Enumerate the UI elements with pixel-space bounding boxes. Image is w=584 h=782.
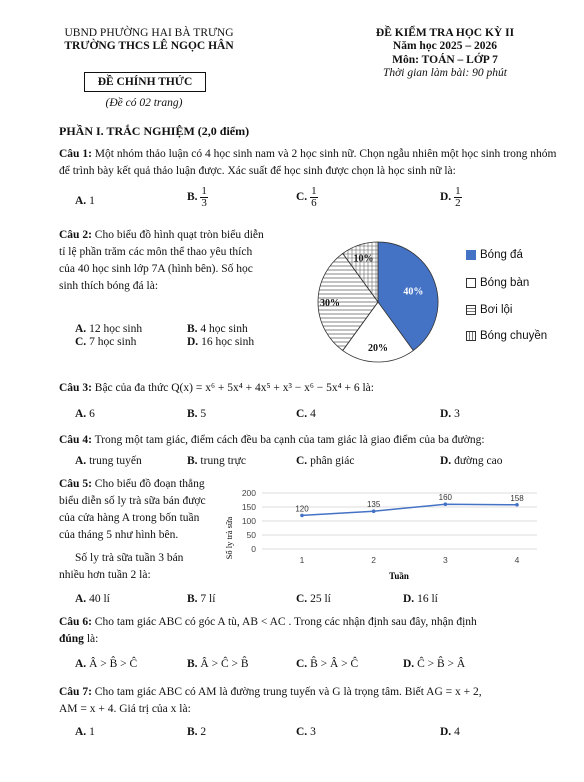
page-count: (Đề có 02 trang) xyxy=(105,97,183,109)
q2-line1: Cho biểu đồ hình quạt tròn biểu diễn xyxy=(91,229,264,241)
x-tick-label: 4 xyxy=(514,555,520,565)
q2-option-c[interactable]: C. 7 học sinh xyxy=(75,336,137,348)
legend-swatch xyxy=(466,331,476,341)
q4-label: Câu 4: xyxy=(59,434,92,446)
legend-boi-loi xyxy=(466,304,512,316)
q4-option-c[interactable]: C. phân giác xyxy=(296,455,355,467)
line-chart-xlabel: Tuần xyxy=(389,571,409,581)
q1-c-fraction: $\frac{1}{6}$ xyxy=(311,185,317,209)
q7-option-a[interactable]: A. 1 xyxy=(75,726,95,738)
q5-line4: của tháng 5 như hình bên. xyxy=(59,529,179,541)
legend-bong-da xyxy=(466,249,523,261)
y-tick-label: 150 xyxy=(241,502,256,512)
q6-text: Cho tam giác ABC có góc A tù, AB < AC . Trong các nhận định sau đây, nhận định xyxy=(91,616,477,628)
q6-label: Câu 6: xyxy=(59,616,92,628)
question-1 xyxy=(59,146,559,180)
legend-bong-ban xyxy=(466,277,529,289)
x-tick-label: 1 xyxy=(299,555,305,565)
question-7 xyxy=(59,684,559,718)
school-name: TRƯỜNG THCS LÊ NGỌC HÂN xyxy=(64,40,234,52)
data-point xyxy=(444,502,448,506)
legend-bong-chuyen xyxy=(466,330,547,342)
question-3 xyxy=(59,380,559,397)
q2-option-d[interactable]: D. 16 học sinh xyxy=(187,336,255,348)
q5-option-b[interactable]: B. 7 lí xyxy=(187,593,216,605)
question-6 xyxy=(59,614,559,648)
question-5 xyxy=(59,476,229,584)
q6-emphasis: đúng xyxy=(59,633,84,645)
line-chart xyxy=(222,483,552,583)
ward-name: UBND PHƯỜNG HAI BÀ TRƯNG xyxy=(64,27,234,39)
q5-line1: Cho biểu đồ đoạn thẳng xyxy=(91,478,205,490)
q7-option-b[interactable]: B. 2 xyxy=(187,726,207,738)
data-point xyxy=(372,509,376,513)
school-year: Năm học 2025 – 2026 xyxy=(392,40,498,52)
q7-label: Câu 7: xyxy=(59,686,92,698)
legend-swatch xyxy=(466,250,476,260)
x-tick-label: 2 xyxy=(371,555,377,565)
q2-line2: tỉ lệ phần trăm các môn thể thao yêu thích xyxy=(59,246,253,258)
pie-data-label: 20% xyxy=(368,343,388,354)
q6-option-b[interactable]: B. Â > Ĉ > B̂ xyxy=(187,658,249,670)
y-tick-label: 100 xyxy=(241,516,256,526)
line-chart-ylabel: Số ly trà sữa xyxy=(224,516,234,560)
q5-line5: Số ly trà sữa tuần 3 bán xyxy=(75,552,184,564)
q2-line3: của 40 học sinh lớp 7A (hình bên). Số học xyxy=(59,263,253,275)
q3-label: Câu 3: xyxy=(59,382,92,394)
q6-text-end: là: xyxy=(83,633,99,645)
question-2 xyxy=(59,227,289,295)
q1-b-fraction: $\frac{1}{3}$ xyxy=(201,185,207,209)
q3-text: Bậc của đa thức Q(x) = x⁶ + 5x⁴ + 4x⁵ + x³ − x⁶ − 5x⁴ + 6 là: xyxy=(91,382,374,394)
q5-option-a[interactable]: A. 40 lí xyxy=(75,593,110,605)
legend-label: Bóng chuyền xyxy=(480,330,548,342)
q3-option-d[interactable]: D. 3 xyxy=(440,408,460,420)
subject: Môn: TOÁN – LỚP 7 xyxy=(392,54,498,66)
q7-text2: AM = x + 4. Giá trị của x là: xyxy=(59,703,191,715)
q1-option-b[interactable]: B. $\frac{1}{3}$ xyxy=(187,185,207,209)
data-label: 120 xyxy=(295,504,309,514)
q5-option-d[interactable]: D. 16 lí xyxy=(403,593,438,605)
q2-label: Câu 2: xyxy=(59,229,92,241)
q2-option-a[interactable]: A. 12 học sinh xyxy=(75,323,143,335)
y-tick-label: 0 xyxy=(251,544,256,554)
q4-option-d[interactable]: D. đường cao xyxy=(440,455,503,467)
q5-line2: biểu diễn số ly trà sữa bán được xyxy=(59,495,206,507)
pie-chart xyxy=(310,240,570,365)
q5-line6: nhiều hơn tuần 2 là: xyxy=(59,569,151,581)
data-point xyxy=(515,503,519,507)
q4-option-a[interactable]: A. trung tuyến xyxy=(75,455,142,467)
q3-option-a[interactable]: A. 6 xyxy=(75,408,95,420)
legend-label: Bóng bàn xyxy=(480,277,530,289)
q1-option-c[interactable]: C. $\frac{1}{6}$ xyxy=(296,185,317,209)
q7-option-c[interactable]: C. 3 xyxy=(296,726,316,738)
official-box: ĐỀ CHÍNH THỨC xyxy=(84,72,206,92)
q6-option-a[interactable]: A. Â > B̂ > Ĉ xyxy=(75,658,138,670)
q1-option-d[interactable]: D. $\frac{1}{2}$ xyxy=(440,185,461,209)
legend-swatch xyxy=(466,278,476,288)
q7-option-d[interactable]: D. 4 xyxy=(440,726,460,738)
series-line xyxy=(302,504,517,515)
q4-text: Trong một tam giác, điểm cách đều ba cạnh của tam giác là giao điểm của ba đường: xyxy=(91,434,485,446)
x-tick-label: 3 xyxy=(442,555,448,565)
data-label: 158 xyxy=(510,493,524,503)
y-tick-label: 200 xyxy=(241,488,256,498)
legend-label: Bóng đá xyxy=(480,249,523,261)
data-label: 135 xyxy=(366,500,381,510)
q6-option-d[interactable]: D. Ĉ > B̂ > Â xyxy=(403,658,466,670)
duration: Thời gian làm bài: 90 phút xyxy=(382,67,508,79)
q6-option-c[interactable]: C. B̂ > Â > Ĉ xyxy=(296,658,359,670)
q5-option-c[interactable]: C. 25 lí xyxy=(296,593,331,605)
q2-line4: sinh thích bóng đá là: xyxy=(59,280,159,292)
data-label: 160 xyxy=(438,493,453,503)
pie-data-label: 30% xyxy=(320,298,340,309)
q3-option-b[interactable]: B. 5 xyxy=(187,408,207,420)
q3-option-c[interactable]: C. 4 xyxy=(296,408,316,420)
y-tick-label: 50 xyxy=(246,530,256,540)
q7-text: Cho tam giác ABC có AM là đường trung tuyến và G là trọng tâm. Biết AG = x + 2, xyxy=(91,686,482,698)
q5-label: Câu 5: xyxy=(59,478,92,490)
q5-line3: của cửa hàng A trong bốn tuần xyxy=(59,512,200,524)
q1-option-a[interactable]: A. 1 xyxy=(75,195,95,207)
q2-option-b[interactable]: B. 4 học sinh xyxy=(187,323,248,335)
question-4 xyxy=(59,432,559,449)
legend-swatch xyxy=(466,305,476,315)
pie-data-label: 40% xyxy=(403,286,424,298)
legend-label: Bơi lội xyxy=(480,304,513,316)
q1-label: Câu 1: xyxy=(59,148,92,160)
q1-d-fraction: $\frac{1}{2}$ xyxy=(455,185,461,209)
data-point xyxy=(300,514,304,518)
section-title: PHẦN I. TRẮC NGHIỆM (2,0 điểm) xyxy=(59,124,250,138)
q4-option-b[interactable]: B. trung trực xyxy=(187,455,246,467)
exam-title: ĐỀ KIỂM TRA HỌC KỲ II xyxy=(375,27,515,39)
pie-data-label: 10% xyxy=(353,253,374,265)
q1-text: Một nhóm thảo luận có 4 học sinh nam và 2 học sinh nữ. Chọn ngẫu nhiên một học sinh trong nhóm để trình bày kết quả thảo luận được. Xác suất để học sinh được chọn là học sinh nữ là: xyxy=(59,148,557,177)
